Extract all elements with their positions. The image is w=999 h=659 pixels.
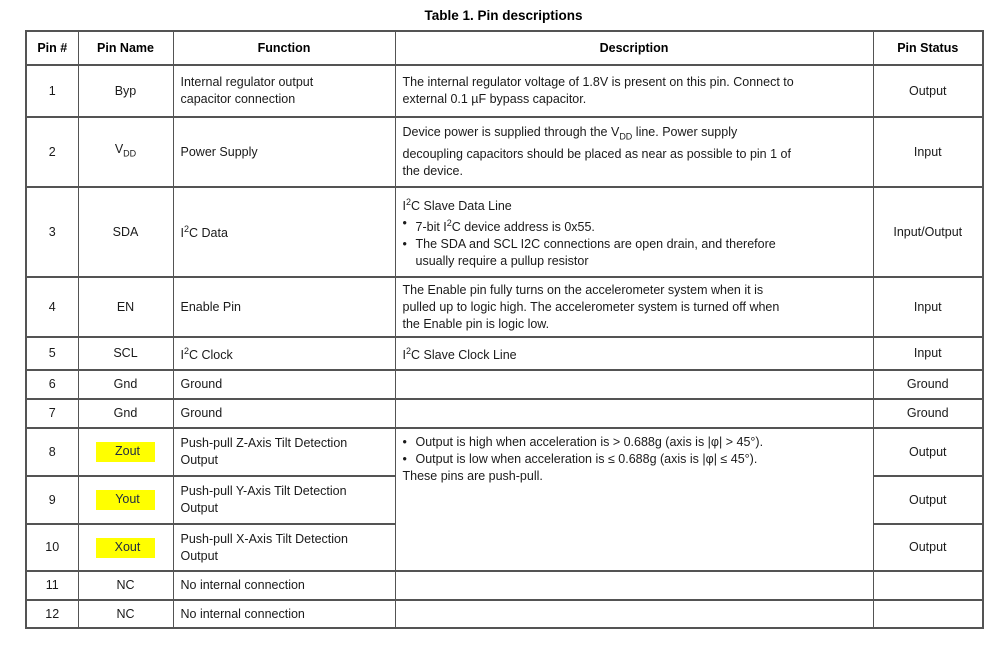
bullet-dot: • bbox=[402, 237, 407, 252]
function-cell: No internal connection bbox=[173, 571, 395, 600]
pin-status-cell: Input bbox=[873, 117, 983, 187]
pin-status-cell: Output bbox=[873, 524, 983, 571]
highlight-marker: Yout bbox=[96, 490, 155, 510]
pin-name-cell: SCL bbox=[78, 337, 173, 370]
pin-name-cell: NC bbox=[78, 600, 173, 628]
table-row bbox=[26, 600, 983, 628]
bullet-line bbox=[403, 451, 866, 468]
bullet-line bbox=[403, 215, 866, 236]
description-cell bbox=[395, 65, 873, 117]
description-cell bbox=[395, 277, 873, 337]
description-cell bbox=[395, 370, 873, 399]
function-cell: Push-pull Y-Axis Tilt Detection Output bbox=[173, 476, 395, 524]
function-cell: Ground bbox=[173, 399, 395, 428]
pin-table-body bbox=[26, 65, 983, 628]
table-row bbox=[26, 370, 983, 399]
description-cell bbox=[395, 571, 873, 600]
pin-number-cell: 10 bbox=[26, 524, 78, 571]
table-row bbox=[26, 399, 983, 428]
bullet-line bbox=[403, 236, 866, 270]
pin-name-cell: $V_{DD}$ bbox=[78, 117, 173, 187]
function-cell: Push-pull X-Axis Tilt Detection Output bbox=[173, 524, 395, 571]
table-header-row bbox=[26, 31, 983, 65]
pin-name-cell bbox=[78, 524, 173, 571]
pin-status-cell: Ground bbox=[873, 399, 983, 428]
table-row bbox=[26, 117, 983, 187]
description-cell bbox=[395, 337, 873, 370]
bullet-text: The SDA and SCL I2C connections are open drain, and therefore usually require a pullup resistor bbox=[415, 237, 776, 269]
description-cell bbox=[395, 399, 873, 428]
pin-number-cell: 12 bbox=[26, 600, 78, 628]
description-line: Device power is supplied through the $V_{DD}$ line. Power supply decoupling capacitors should be placed as near as possible to pin 1 of the device. bbox=[402, 125, 791, 178]
description-cell bbox=[395, 428, 873, 571]
col-header-pin-number: Pin # bbox=[26, 31, 78, 65]
table-row bbox=[26, 65, 983, 117]
function-cell: $I^2C$ Clock bbox=[173, 337, 395, 370]
description-line: $I^2C$ Slave Data Line bbox=[402, 196, 512, 213]
pin-status-cell bbox=[873, 571, 983, 600]
pin-status-cell: Output bbox=[873, 476, 983, 524]
function-cell: No internal connection bbox=[173, 600, 395, 628]
function-cell: Power Supply bbox=[173, 117, 395, 187]
description-line: These pins are push-pull. bbox=[402, 469, 543, 483]
pin-number-cell: 3 bbox=[26, 187, 78, 277]
table-row bbox=[26, 337, 983, 370]
pin-number-cell: 6 bbox=[26, 370, 78, 399]
bullet-dot: • bbox=[402, 216, 407, 230]
pin-number-cell: 5 bbox=[26, 337, 78, 370]
col-header-description: Description bbox=[395, 31, 873, 65]
pin-status-cell: Ground bbox=[873, 370, 983, 399]
function-cell: $I^2C$ Data bbox=[173, 187, 395, 277]
pin-number-cell: 2 bbox=[26, 117, 78, 187]
pin-descriptions-table bbox=[25, 30, 984, 629]
pin-name-cell bbox=[78, 428, 173, 476]
pin-status-cell: Input/Output bbox=[873, 187, 983, 277]
pin-number-cell: 7 bbox=[26, 399, 78, 428]
description-cell bbox=[395, 187, 873, 277]
function-cell: Ground bbox=[173, 370, 395, 399]
bullet-text: Output is high when acceleration is > 0.688g (axis is |φ| > 45°). bbox=[415, 435, 764, 449]
function-cell: Push-pull Z-Axis Tilt Detection Output bbox=[173, 428, 395, 476]
col-header-pin-status: Pin Status bbox=[873, 31, 983, 65]
function-cell: Internal regulator output capacitor connection bbox=[173, 65, 395, 117]
pin-name-cell: Gnd bbox=[78, 399, 173, 428]
bullet-text: 7-bit $I^2C$ device address is 0x55. bbox=[415, 218, 595, 235]
table-row bbox=[26, 571, 983, 600]
highlight-marker: Xout bbox=[96, 538, 156, 558]
pin-name-cell: EN bbox=[78, 277, 173, 337]
pin-name-cell: Byp bbox=[78, 65, 173, 117]
pin-name-cell: Gnd bbox=[78, 370, 173, 399]
pin-name-cell: NC bbox=[78, 571, 173, 600]
pin-number-cell: 8 bbox=[26, 428, 78, 476]
table-title: Table 1. Pin descriptions bbox=[424, 8, 583, 23]
description-line: $I^2C$ Slave Clock Line bbox=[402, 345, 517, 363]
table-row bbox=[26, 428, 983, 476]
pin-number-cell: 11 bbox=[26, 571, 78, 600]
bullet-text: Output is low when acceleration is ≤ 0.688g (axis is |φ| ≤ 45°). bbox=[415, 452, 758, 466]
pin-name-cell: SDA bbox=[78, 187, 173, 277]
bullet-dot: • bbox=[402, 435, 407, 449]
description-cell bbox=[395, 600, 873, 628]
pin-status-cell bbox=[873, 600, 983, 628]
pin-number-cell: 4 bbox=[26, 277, 78, 337]
pin-number-cell: 1 bbox=[26, 65, 78, 117]
pin-status-cell: Input bbox=[873, 277, 983, 337]
pin-status-cell: Output bbox=[873, 428, 983, 476]
pin-number-cell: 9 bbox=[26, 476, 78, 524]
description-line: The internal regulator voltage of 1.8V is present on this pin. Connect to external 0.1 µF bypass capacitor. bbox=[402, 75, 794, 106]
col-header-pin-name: Pin Name bbox=[78, 31, 173, 65]
col-header-function: Function bbox=[173, 31, 395, 65]
function-cell: Enable Pin bbox=[173, 277, 395, 337]
pin-name-cell bbox=[78, 476, 173, 524]
pin-status-cell: Output bbox=[873, 65, 983, 117]
description-cell bbox=[395, 117, 873, 187]
bullet-line bbox=[403, 434, 866, 451]
table-row bbox=[26, 277, 983, 337]
pin-status-cell: Input bbox=[873, 337, 983, 370]
description-line: The Enable pin fully turns on the accelerometer system when it is pulled up to logic high. The accelerometer system is turned off when the Enable pin is logic low. bbox=[402, 282, 780, 331]
highlight-marker: Zout bbox=[96, 442, 155, 462]
bullet-dot: • bbox=[402, 452, 407, 466]
table-row bbox=[26, 187, 983, 277]
